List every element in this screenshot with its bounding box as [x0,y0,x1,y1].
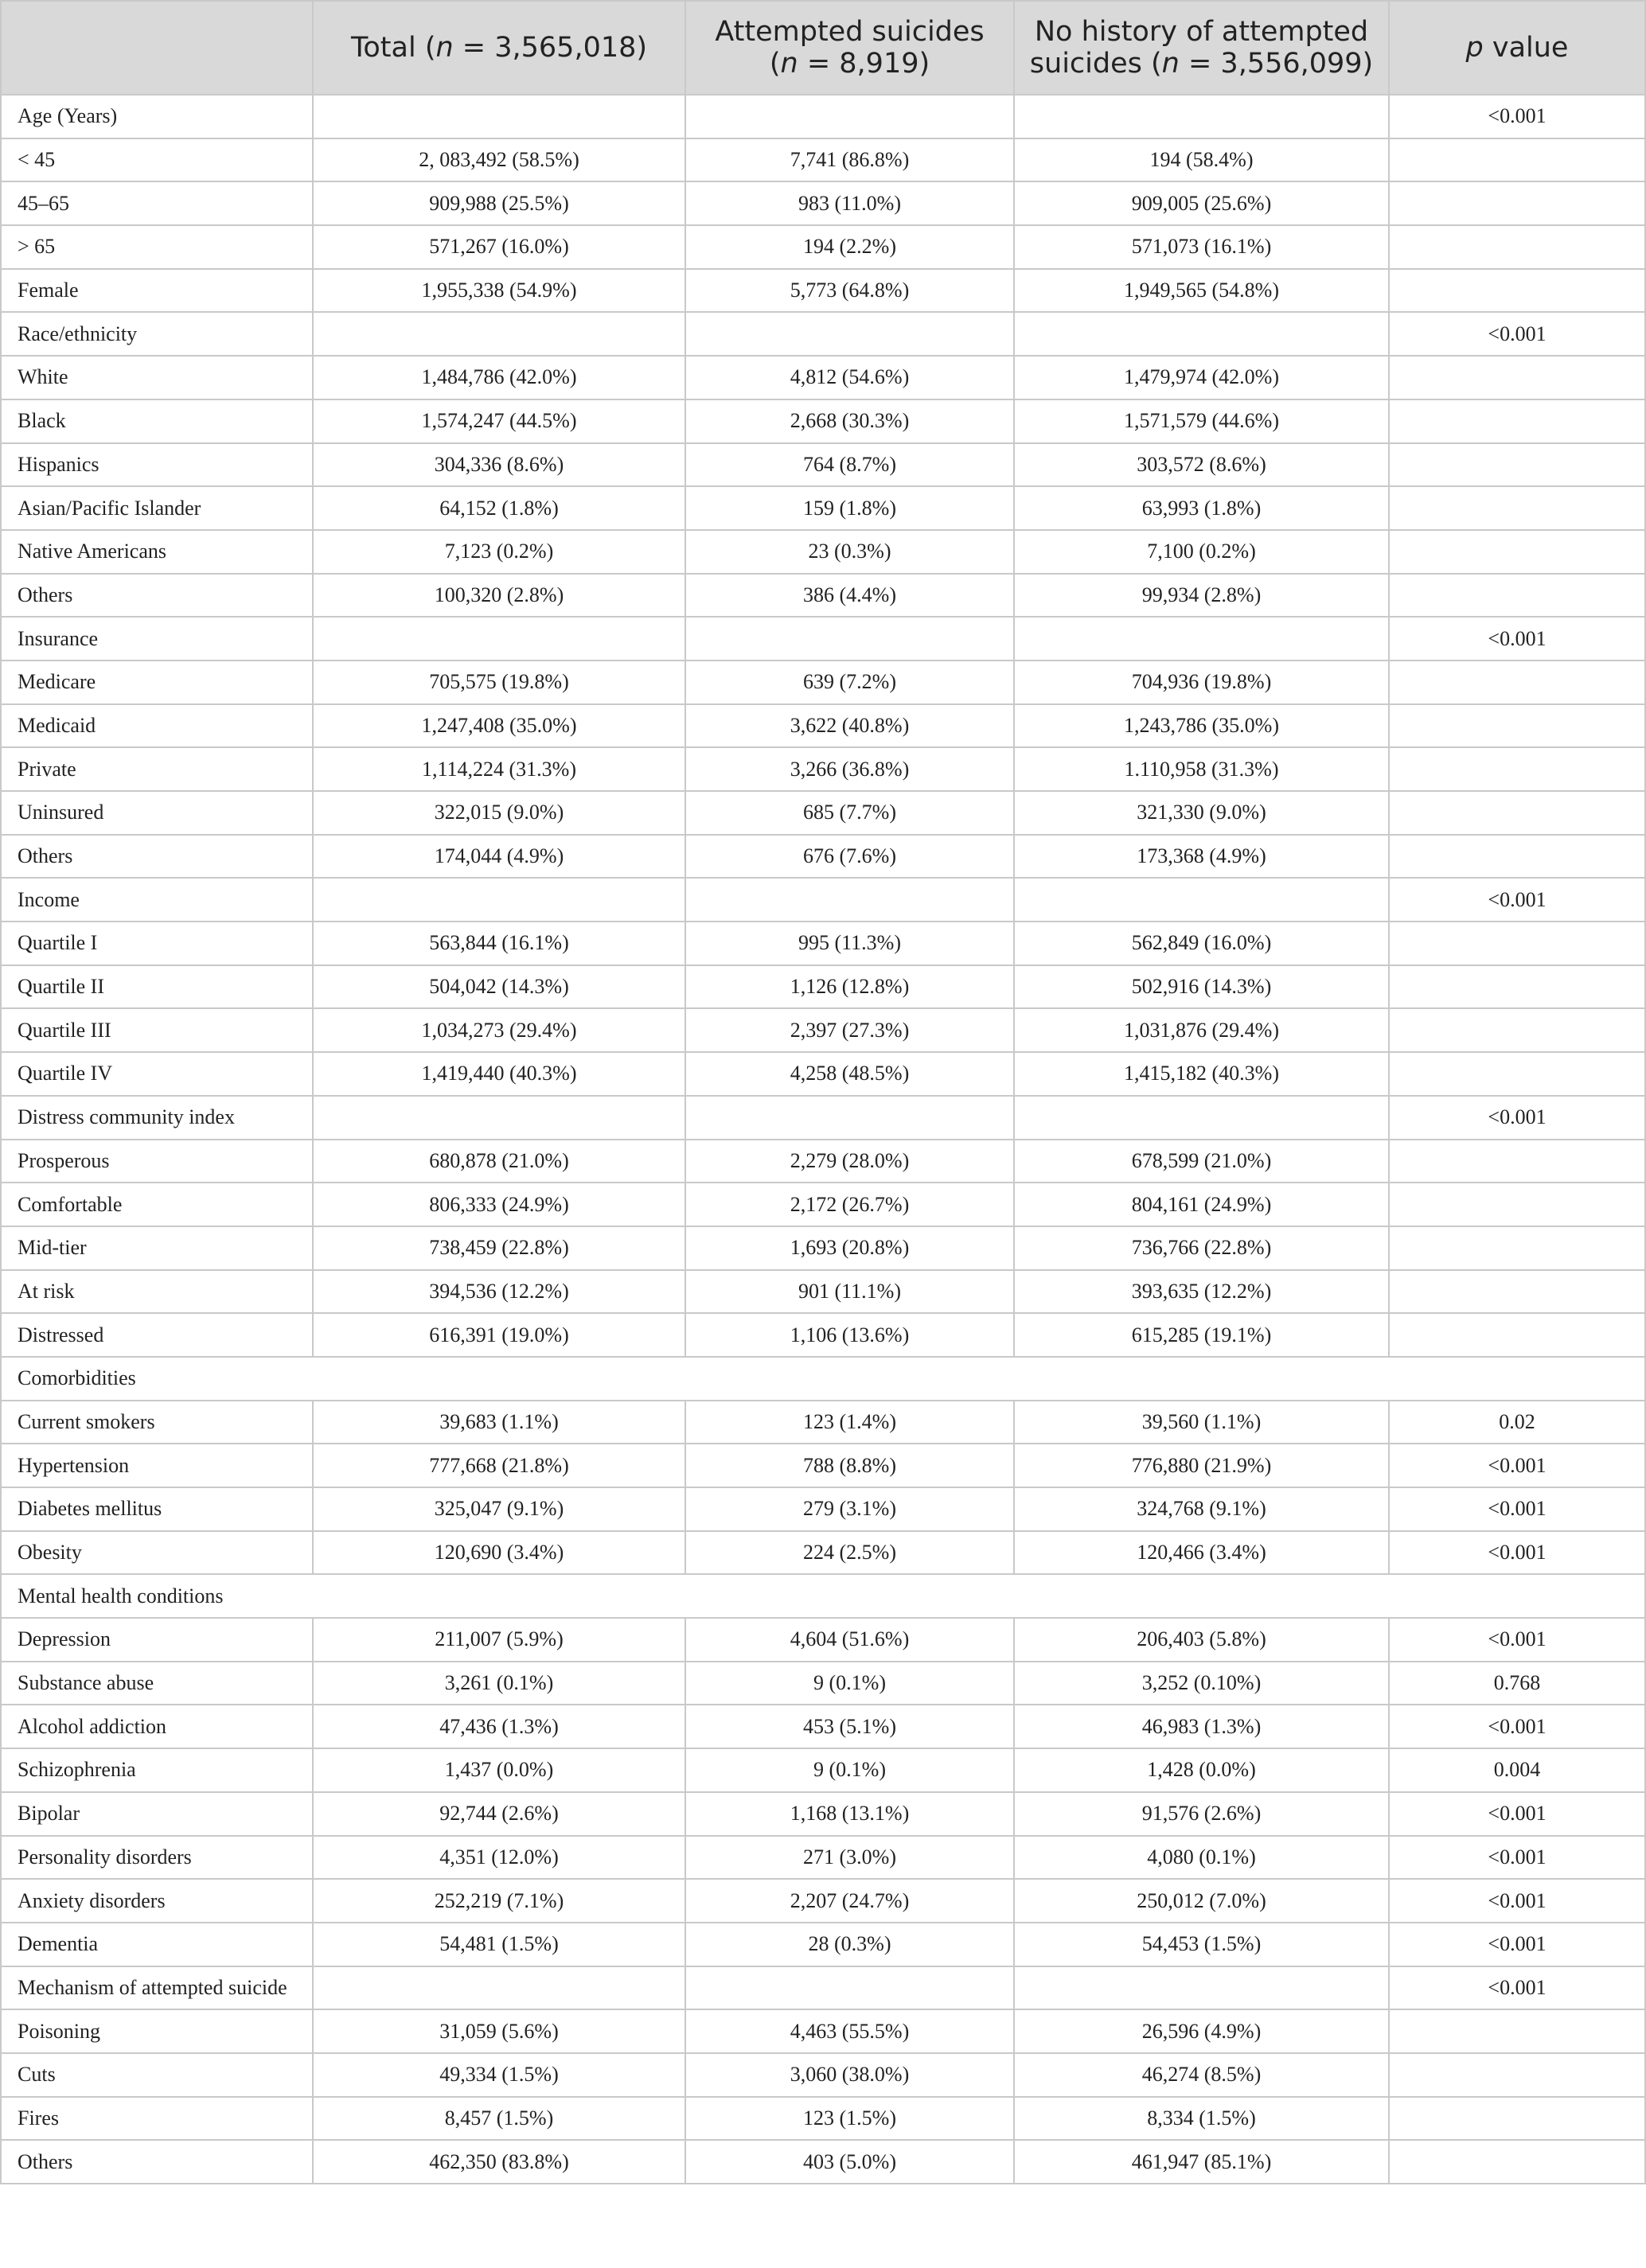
attempted-cell: 386 (4.4%) [685,574,1014,618]
p-value-cell [1389,225,1645,269]
no-history-cell: 502,916 (14.3%) [1014,965,1389,1009]
attempted-cell: 4,463 (55.5%) [685,2009,1014,2053]
no-history-cell [1014,1096,1389,1140]
attempted-cell: 453 (5.1%) [685,1705,1014,1748]
total-cell: 462,350 (83.8%) [313,2140,685,2184]
row-label: > 65 [1,225,313,269]
header-attempted: Attempted suicides (n = 8,919) [685,1,1014,95]
row-label: Quartile II [1,965,313,1009]
total-cell: 1,419,440 (40.3%) [313,1052,685,1096]
no-history-cell: 393,635 (12.2%) [1014,1270,1389,1314]
table-row [1,356,1645,399]
p-value-cell [1389,2140,1645,2184]
row-label: Dementia [1,1923,313,1966]
table-row [1,835,1645,879]
table-row [1,1705,1645,1748]
table-row [1,1531,1645,1575]
total-cell: 1,247,408 (35.0%) [313,704,685,748]
p-value-cell [1389,747,1645,791]
p-value-cell [1389,791,1645,835]
no-history-cell: 250,012 (7.0%) [1014,1879,1389,1923]
row-label: Private [1,747,313,791]
p-value-cell: <0.001 [1389,312,1645,356]
row-label: Mid-tier [1,1226,313,1270]
attempted-cell: 1,126 (12.8%) [685,965,1014,1009]
table-row [1,2009,1645,2053]
total-cell: 54,481 (1.5%) [313,1923,685,1966]
no-history-cell [1014,95,1389,138]
no-history-cell [1014,617,1389,661]
row-label: < 45 [1,138,313,182]
no-history-cell: 63,993 (1.8%) [1014,486,1389,530]
p-value-cell [1389,356,1645,399]
header-total: Total (n = 3,565,018) [313,1,685,95]
attempted-cell: 7,741 (86.8%) [685,138,1014,182]
row-label: Medicaid [1,704,313,748]
table-row [1,1183,1645,1226]
row-label: Others [1,574,313,618]
total-cell [313,1096,685,1140]
table-row [1,1357,1645,1401]
attempted-cell: 2,172 (26.7%) [685,1183,1014,1226]
total-cell: 806,333 (24.9%) [313,1183,685,1226]
header-row [1,1,1645,95]
row-label: Obesity [1,1531,313,1575]
p-value-cell: <0.001 [1389,1879,1645,1923]
no-history-cell: 324,768 (9.1%) [1014,1487,1389,1531]
attempted-cell [685,312,1014,356]
table-row [1,1270,1645,1314]
p-value-cell: <0.001 [1389,1096,1645,1140]
row-label: Mechanism of attempted suicide [1,1966,313,2010]
table-row [1,2140,1645,2184]
p-value-cell: <0.001 [1389,1618,1645,1662]
table-row [1,1008,1645,1052]
no-history-cell: 8,334 (1.5%) [1014,2097,1389,2141]
row-label: Medicare [1,661,313,704]
no-history-cell: 46,274 (8.5%) [1014,2053,1389,2097]
attempted-cell: 194 (2.2%) [685,225,1014,269]
total-cell: 1,114,224 (31.3%) [313,747,685,791]
p-value-cell: <0.001 [1389,1487,1645,1531]
table-row [1,1052,1645,1096]
table-row [1,704,1645,748]
row-label: Hispanics [1,443,313,487]
attempted-cell: 5,773 (64.8%) [685,269,1014,313]
p-value-cell [1389,1140,1645,1183]
row-label: Age (Years) [1,95,313,138]
row-label: Others [1,835,313,879]
row-label: Distress community index [1,1096,313,1140]
p-value-cell [1389,2097,1645,2141]
table-row [1,1618,1645,1662]
table-row [1,747,1645,791]
table-row [1,138,1645,182]
total-cell: 304,336 (8.6%) [313,443,685,487]
no-history-cell [1014,312,1389,356]
header-p-value: p value [1389,1,1645,95]
attempted-cell: 685 (7.7%) [685,791,1014,835]
no-history-cell: 562,849 (16.0%) [1014,922,1389,965]
total-cell: 3,261 (0.1%) [313,1662,685,1705]
attempted-cell: 279 (3.1%) [685,1487,1014,1531]
row-label: Poisoning [1,2009,313,2053]
p-value-cell [1389,661,1645,704]
no-history-cell: 615,285 (19.1%) [1014,1313,1389,1357]
row-label: Black [1,399,313,443]
table-row [1,181,1645,225]
table-row [1,1226,1645,1270]
p-value-cell: <0.001 [1389,1531,1645,1575]
attempted-cell: 764 (8.7%) [685,443,1014,487]
no-history-cell: 99,934 (2.8%) [1014,574,1389,618]
attempted-cell: 9 (0.1%) [685,1662,1014,1705]
p-value-cell [1389,530,1645,574]
no-history-cell: 571,073 (16.1%) [1014,225,1389,269]
no-history-cell: 26,596 (4.9%) [1014,2009,1389,2053]
no-history-cell: 39,560 (1.1%) [1014,1401,1389,1444]
table-row [1,1923,1645,1966]
table-row [1,878,1645,922]
attempted-cell: 224 (2.5%) [685,1531,1014,1575]
row-label: Distressed [1,1313,313,1357]
p-value-cell: <0.001 [1389,617,1645,661]
total-cell: 2, 083,492 (58.5%) [313,138,685,182]
row-label: Quartile I [1,922,313,965]
no-history-cell: 91,576 (2.6%) [1014,1792,1389,1836]
total-cell: 909,988 (25.5%) [313,181,685,225]
row-label: Prosperous [1,1140,313,1183]
attempted-cell: 159 (1.8%) [685,486,1014,530]
table-row [1,312,1645,356]
no-history-cell: 1,415,182 (40.3%) [1014,1052,1389,1096]
table-row [1,1879,1645,1923]
attempted-cell: 123 (1.4%) [685,1401,1014,1444]
table-body [1,95,1645,2184]
attempted-cell: 2,279 (28.0%) [685,1140,1014,1183]
total-cell: 39,683 (1.1%) [313,1401,685,1444]
row-label: 45–65 [1,181,313,225]
table-row [1,965,1645,1009]
table-row [1,791,1645,835]
total-cell: 1,484,786 (42.0%) [313,356,685,399]
row-label: Female [1,269,313,313]
table-row [1,399,1645,443]
p-value-cell: <0.001 [1389,1792,1645,1836]
p-value-cell [1389,922,1645,965]
table-row [1,922,1645,965]
no-history-cell: 3,252 (0.10%) [1014,1662,1389,1705]
table-row [1,1401,1645,1444]
table-row [1,1748,1645,1792]
total-cell [313,312,685,356]
p-value-cell: <0.001 [1389,1923,1645,1966]
row-label: White [1,356,313,399]
table-row [1,1140,1645,1183]
total-cell: 31,059 (5.6%) [313,2009,685,2053]
row-label: Hypertension [1,1444,313,1487]
p-value-cell: 0.004 [1389,1748,1645,1792]
row-label: Race/ethnicity [1,312,313,356]
row-label: Substance abuse [1,1662,313,1705]
row-label: Quartile III [1,1008,313,1052]
header-label-column [1,1,313,95]
table-row [1,1313,1645,1357]
table-row [1,486,1645,530]
total-cell: 174,044 (4.9%) [313,835,685,879]
p-value-cell: <0.001 [1389,1836,1645,1880]
attempted-cell: 995 (11.3%) [685,922,1014,965]
no-history-cell: 194 (58.4%) [1014,138,1389,182]
table-row [1,225,1645,269]
no-history-cell: 321,330 (9.0%) [1014,791,1389,835]
total-cell: 1,955,338 (54.9%) [313,269,685,313]
row-label: Uninsured [1,791,313,835]
total-cell: 777,668 (21.8%) [313,1444,685,1487]
table-row [1,2097,1645,2141]
p-value-cell: <0.001 [1389,95,1645,138]
table-row [1,269,1645,313]
row-label: Native Americans [1,530,313,574]
no-history-cell: 1,949,565 (54.8%) [1014,269,1389,313]
attempted-cell: 3,622 (40.8%) [685,704,1014,748]
no-history-cell [1014,1966,1389,2010]
no-history-cell: 1.110,958 (31.3%) [1014,747,1389,791]
total-cell: 616,391 (19.0%) [313,1313,685,1357]
total-cell: 100,320 (2.8%) [313,574,685,618]
table-row [1,530,1645,574]
no-history-cell: 54,453 (1.5%) [1014,1923,1389,1966]
total-cell: 8,457 (1.5%) [313,2097,685,2141]
total-cell: 211,007 (5.9%) [313,1618,685,1662]
total-cell: 1,437 (0.0%) [313,1748,685,1792]
attempted-cell: 9 (0.1%) [685,1748,1014,1792]
row-label: Bipolar [1,1792,313,1836]
row-label: Depression [1,1618,313,1662]
table-row [1,1836,1645,1880]
p-value-cell: <0.001 [1389,878,1645,922]
p-value-cell [1389,399,1645,443]
section-label: Comorbidities [1,1357,1645,1401]
row-label: Asian/Pacific Islander [1,486,313,530]
total-cell [313,617,685,661]
row-label: At risk [1,1270,313,1314]
row-label: Current smokers [1,1401,313,1444]
p-value-cell [1389,2009,1645,2053]
attempted-cell [685,617,1014,661]
attempted-cell: 2,668 (30.3%) [685,399,1014,443]
no-history-cell: 704,936 (19.8%) [1014,661,1389,704]
p-value-cell: <0.001 [1389,1966,1645,2010]
row-label: Personality disorders [1,1836,313,1880]
no-history-cell: 776,880 (21.9%) [1014,1444,1389,1487]
row-label: Alcohol addiction [1,1705,313,1748]
total-cell: 1,034,273 (29.4%) [313,1008,685,1052]
row-label: Schizophrenia [1,1748,313,1792]
p-value-cell: <0.001 [1389,1705,1645,1748]
p-value-cell: <0.001 [1389,1444,1645,1487]
total-cell: 738,459 (22.8%) [313,1226,685,1270]
total-cell: 680,878 (21.0%) [313,1140,685,1183]
no-history-cell: 4,080 (0.1%) [1014,1836,1389,1880]
header-no-history: No history of attempted suicides (n = 3,556,099) [1014,1,1389,95]
no-history-cell: 1,243,786 (35.0%) [1014,704,1389,748]
p-value-cell [1389,2053,1645,2097]
attempted-cell: 2,207 (24.7%) [685,1879,1014,1923]
table-row [1,1662,1645,1705]
attempted-cell: 3,060 (38.0%) [685,2053,1014,2097]
no-history-cell: 173,368 (4.9%) [1014,835,1389,879]
table-row [1,661,1645,704]
total-cell: 705,575 (19.8%) [313,661,685,704]
p-value-cell [1389,704,1645,748]
table-row [1,617,1645,661]
total-cell: 325,047 (9.1%) [313,1487,685,1531]
no-history-cell: 736,766 (22.8%) [1014,1226,1389,1270]
no-history-cell: 120,466 (3.4%) [1014,1531,1389,1575]
table-row [1,1792,1645,1836]
row-label: Anxiety disorders [1,1879,313,1923]
attempted-cell: 3,266 (36.8%) [685,747,1014,791]
no-history-cell [1014,878,1389,922]
p-value-cell [1389,486,1645,530]
row-label: Others [1,2140,313,2184]
p-value-cell [1389,1008,1645,1052]
table-header [1,1,1645,95]
row-label: Diabetes mellitus [1,1487,313,1531]
row-label: Cuts [1,2053,313,2097]
total-cell: 120,690 (3.4%) [313,1531,685,1575]
total-cell: 571,267 (16.0%) [313,225,685,269]
p-value-cell [1389,574,1645,618]
total-cell: 47,436 (1.3%) [313,1705,685,1748]
no-history-cell: 1,479,974 (42.0%) [1014,356,1389,399]
table-row [1,1966,1645,2010]
total-cell: 1,574,247 (44.5%) [313,399,685,443]
no-history-cell: 303,572 (8.6%) [1014,443,1389,487]
table-row [1,574,1645,618]
total-cell: 252,219 (7.1%) [313,1879,685,1923]
p-value-cell [1389,1183,1645,1226]
row-label: Income [1,878,313,922]
attempted-cell: 403 (5.0%) [685,2140,1014,2184]
p-value-cell [1389,835,1645,879]
no-history-cell: 804,161 (24.9%) [1014,1183,1389,1226]
p-value-cell: 0.02 [1389,1401,1645,1444]
attempted-cell: 1,106 (13.6%) [685,1313,1014,1357]
p-value-cell [1389,181,1645,225]
attempted-cell: 28 (0.3%) [685,1923,1014,1966]
p-value-cell [1389,269,1645,313]
p-value-cell [1389,1270,1645,1314]
no-history-cell: 1,428 (0.0%) [1014,1748,1389,1792]
total-cell: 64,152 (1.8%) [313,486,685,530]
no-history-cell: 46,983 (1.3%) [1014,1705,1389,1748]
attempted-cell: 23 (0.3%) [685,530,1014,574]
total-cell: 563,844 (16.1%) [313,922,685,965]
p-value-cell [1389,443,1645,487]
attempted-cell: 4,604 (51.6%) [685,1618,1014,1662]
table-row [1,95,1645,138]
row-label: Insurance [1,617,313,661]
p-value-cell [1389,965,1645,1009]
attempted-cell [685,878,1014,922]
no-history-cell: 1,031,876 (29.4%) [1014,1008,1389,1052]
row-label: Quartile IV [1,1052,313,1096]
table-row [1,1444,1645,1487]
table-row [1,1487,1645,1531]
table-row [1,2053,1645,2097]
no-history-cell: 1,571,579 (44.6%) [1014,399,1389,443]
attempted-cell: 271 (3.0%) [685,1836,1014,1880]
total-cell: 4,351 (12.0%) [313,1836,685,1880]
total-cell: 394,536 (12.2%) [313,1270,685,1314]
total-cell: 7,123 (0.2%) [313,530,685,574]
no-history-cell: 7,100 (0.2%) [1014,530,1389,574]
attempted-cell: 901 (11.1%) [685,1270,1014,1314]
no-history-cell: 678,599 (21.0%) [1014,1140,1389,1183]
total-cell [313,1966,685,2010]
attempted-cell: 788 (8.8%) [685,1444,1014,1487]
total-cell: 322,015 (9.0%) [313,791,685,835]
table-row [1,1574,1645,1618]
no-history-cell: 909,005 (25.6%) [1014,181,1389,225]
table-row [1,443,1645,487]
attempted-cell: 4,812 (54.6%) [685,356,1014,399]
total-cell: 49,334 (1.5%) [313,2053,685,2097]
attempted-cell: 4,258 (48.5%) [685,1052,1014,1096]
attempted-cell: 1,168 (13.1%) [685,1792,1014,1836]
p-value-cell [1389,1313,1645,1357]
total-cell [313,878,685,922]
no-history-cell: 206,403 (5.8%) [1014,1618,1389,1662]
table-row [1,1096,1645,1140]
no-history-cell: 461,947 (85.1%) [1014,2140,1389,2184]
p-value-cell: 0.768 [1389,1662,1645,1705]
total-cell: 504,042 (14.3%) [313,965,685,1009]
attempted-cell: 2,397 (27.3%) [685,1008,1014,1052]
attempted-cell [685,95,1014,138]
row-label: Comfortable [1,1183,313,1226]
p-value-cell [1389,1226,1645,1270]
attempted-cell [685,1966,1014,2010]
attempted-cell: 639 (7.2%) [685,661,1014,704]
p-value-cell [1389,138,1645,182]
attempted-cell [685,1096,1014,1140]
attempted-cell: 983 (11.0%) [685,181,1014,225]
section-label: Mental health conditions [1,1574,1645,1618]
attempted-cell: 123 (1.5%) [685,2097,1014,2141]
p-value-cell [1389,1052,1645,1096]
attempted-cell: 676 (7.6%) [685,835,1014,879]
attempted-cell: 1,693 (20.8%) [685,1226,1014,1270]
total-cell: 92,744 (2.6%) [313,1792,685,1836]
row-label: Fires [1,2097,313,2141]
total-cell [313,95,685,138]
